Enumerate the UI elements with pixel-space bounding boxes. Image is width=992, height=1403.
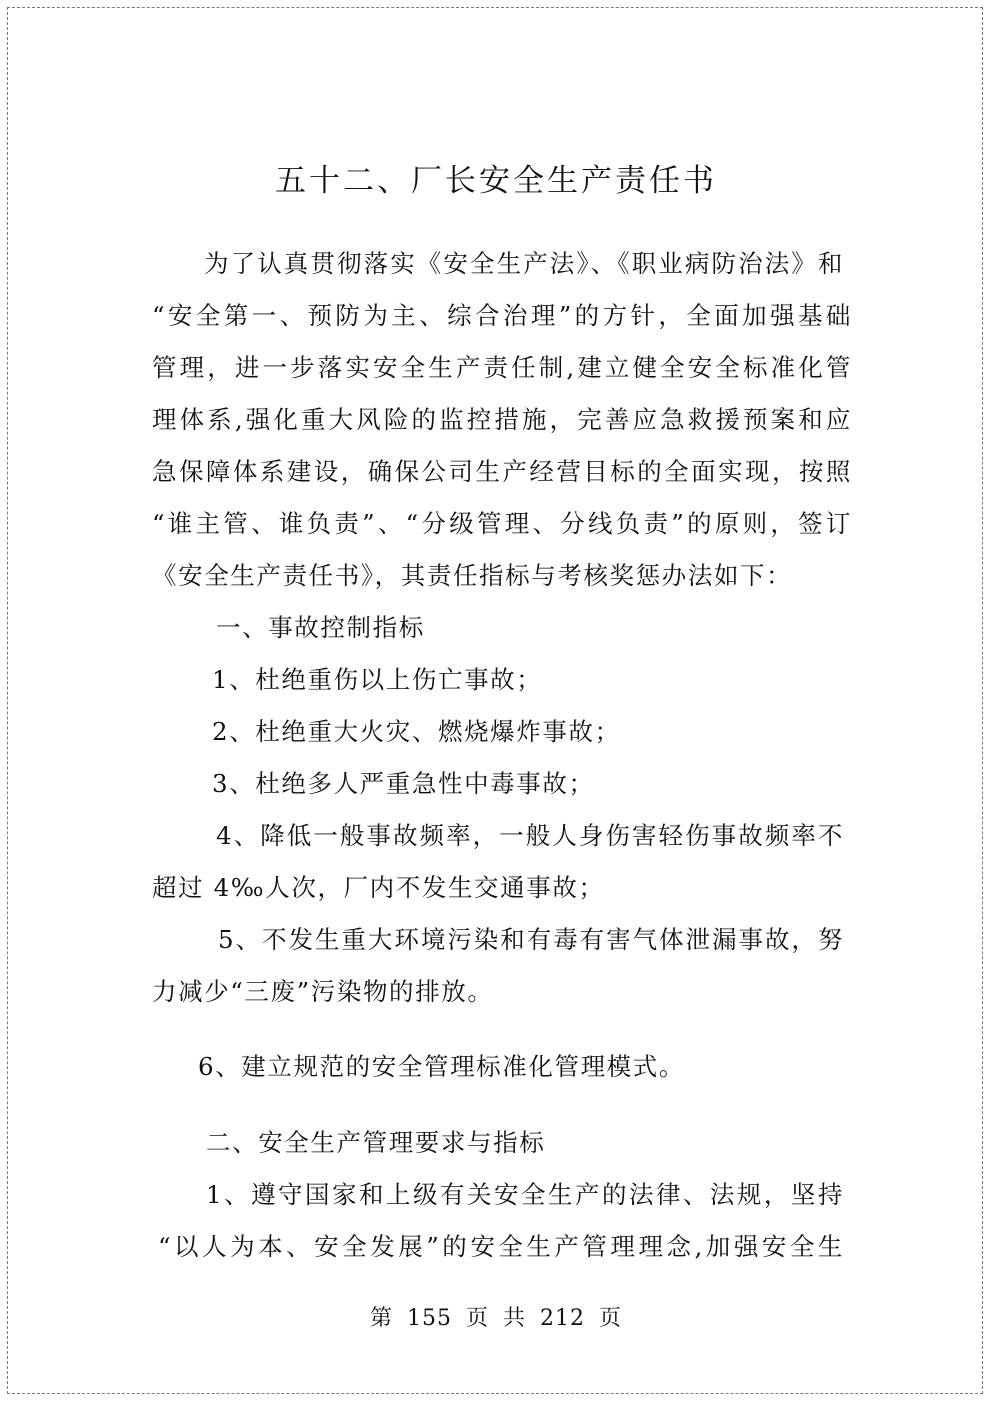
paragraph-line: 为了认真贯彻落实《安全生产法》、《职业病防治法》和 — [204, 249, 844, 278]
list-item-continued: “以人为本、安全发展”的安全生产管理理念,加强安全生 — [158, 1232, 844, 1261]
list-item: 1、遵守国家和上级有关安全生产的法律、法规，坚持 — [206, 1180, 844, 1209]
list-item: 1、杜绝重伤以上伤亡事故； — [212, 665, 543, 694]
paragraph-line: 管理，进一步落实安全生产责任制,建立健全安全标准化管 — [152, 353, 852, 382]
list-item: 2、杜绝重大火灾、燃烧爆炸事故； — [212, 717, 621, 746]
paragraph-line: 急保障体系建设，确保公司生产经营目标的全面实现，按照 — [152, 457, 852, 486]
page-number: 第 155 页 共 212 页 — [370, 1306, 622, 1331]
paragraph-line: “安全第一、预防为主、综合治理”的方针，全面加强基础 — [152, 301, 852, 330]
list-item-continued: 力减少“三废”污染物的排放。 — [152, 977, 494, 1006]
paragraph-line: 《安全生产责任书》，其责任指标与考核奖惩办法如下： — [152, 561, 793, 590]
document-title: 五十二、厂长安全生产责任书 — [275, 163, 717, 199]
list-item: 5、不发生重大环境污染和有毒有害气体泄漏事故，努 — [218, 925, 844, 954]
list-item: 6、建立规范的安全管理标准化管理模式。 — [198, 1052, 685, 1081]
list-item: 4、降低一般事故频率，一般人身伤害轻伤事故频率不 — [216, 821, 844, 850]
section-heading: 二、安全生产管理要求与指标 — [206, 1128, 546, 1157]
section-heading: 一、事故控制指标 — [216, 613, 425, 642]
paragraph-line: “谁主管、谁负责”、“分级管理、分线负责”的原则，签订 — [152, 509, 852, 538]
list-item: 3、杜绝多人严重急性中毒事故； — [212, 769, 595, 798]
paragraph-line: 理体系,强化重大风险的监控措施，完善应急救援预案和应 — [152, 405, 852, 434]
list-item-continued: 超过 4‰人次，厂内不发生交通事故； — [152, 873, 605, 902]
